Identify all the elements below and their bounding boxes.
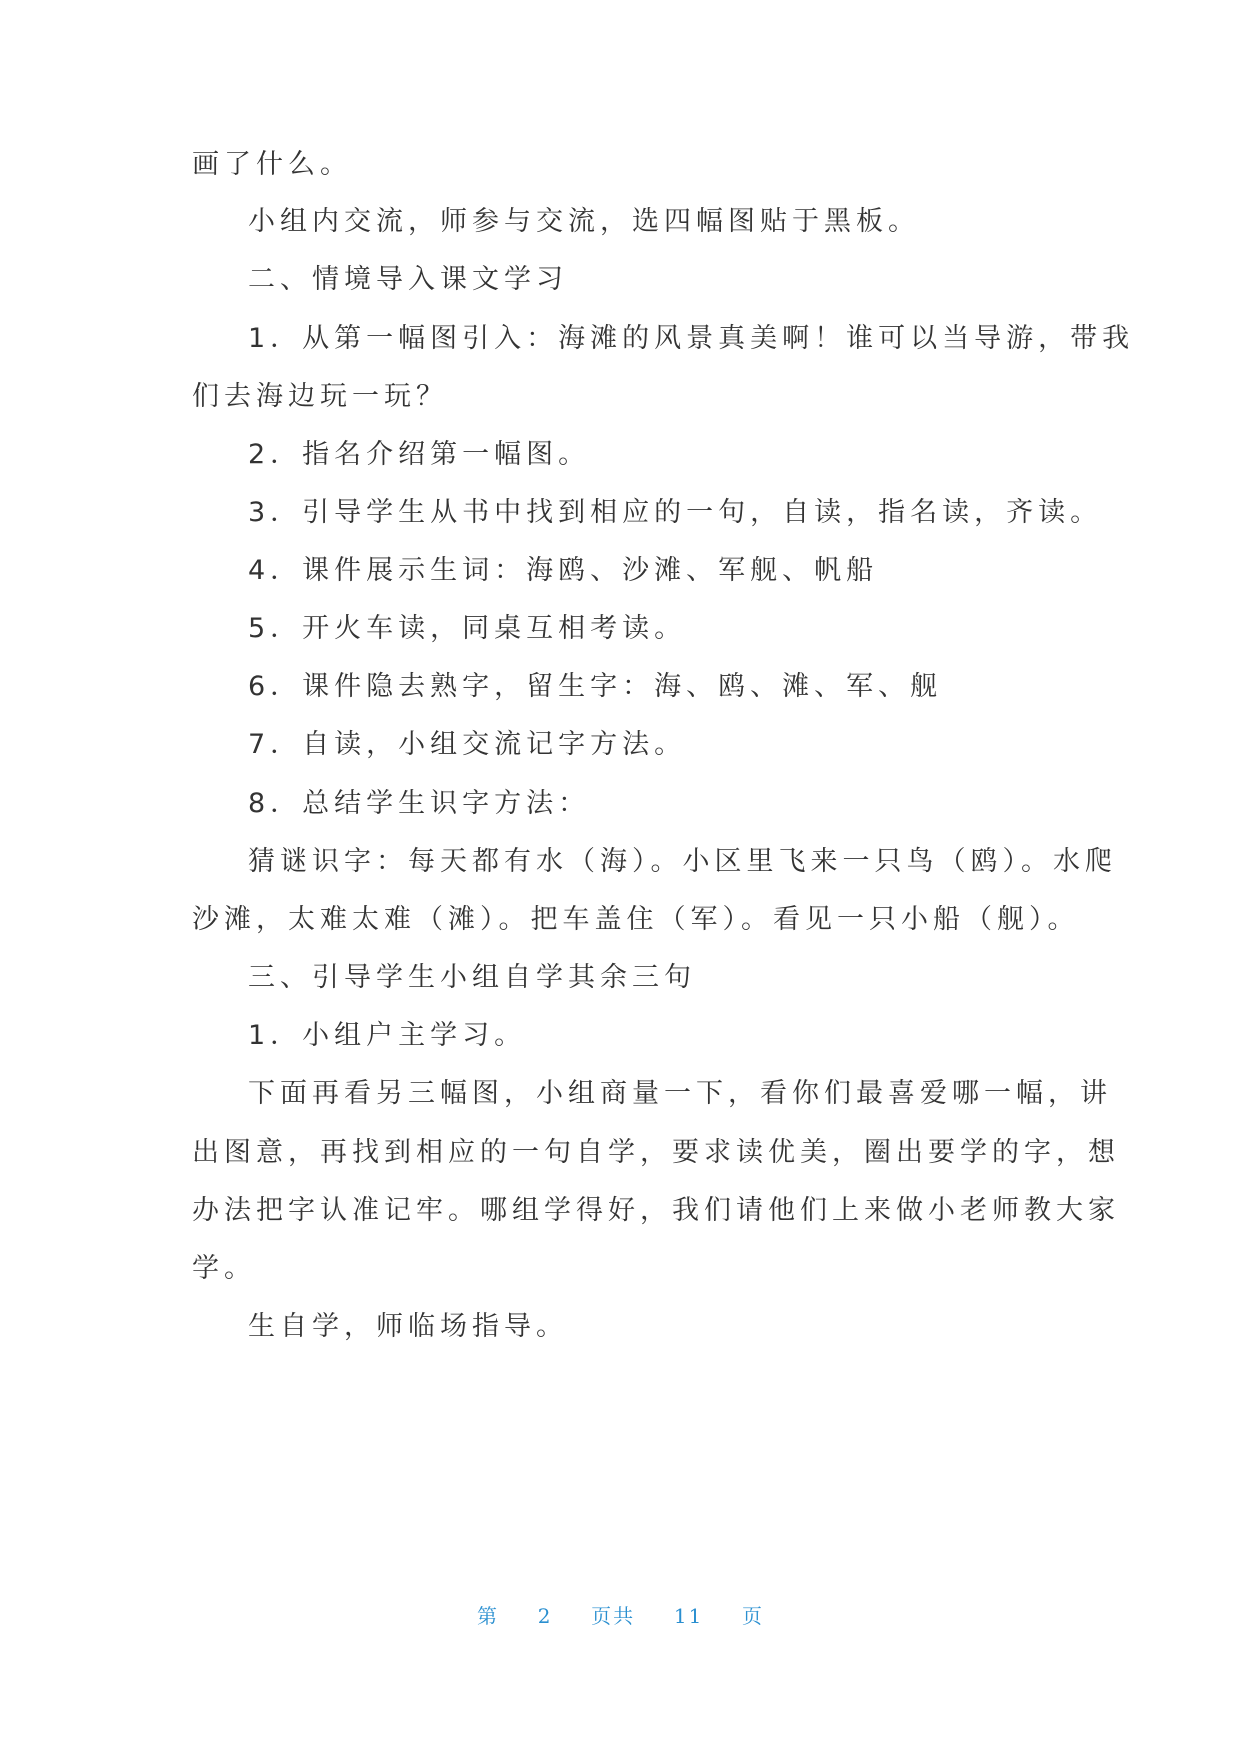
paragraph-line-7: 3．引导学生从书中找到相应的一句，自读，指名读，齐读。	[248, 497, 1103, 528]
paragraph-line-10: 6．课件隐去熟字，留生字：海、鸥、滩、军、舰	[248, 671, 943, 702]
paragraph-line-16: 1．小组户主学习。	[248, 1020, 527, 1051]
paragraph-line-17: 下面再看另三幅图，小组商量一下，看你们最喜爱哪一幅，讲	[248, 1078, 1112, 1109]
section-heading-3: 三、引导学生小组自学其余三句	[248, 962, 696, 993]
paragraph-line-18: 出图意，再找到相应的一句自学，要求读优美，圈出要学的字，想	[192, 1137, 1120, 1168]
footer-total-pages: 11	[673, 1604, 704, 1628]
paragraph-line-4: 1．从第一幅图引入：海滩的风景真美啊！谁可以当导游，带我	[248, 323, 1135, 354]
paragraph-line-6: 2．指名介绍第一幅图。	[248, 439, 591, 470]
paragraph-line-13: 猜谜识字：每天都有水（海）。小区里飞来一只鸟（鸥）。水爬	[248, 846, 1117, 877]
paragraph-line-19: 办法把字认准记牢。哪组学得好，我们请他们上来做小老师教大家	[192, 1195, 1120, 1226]
paragraph-line-21: 生自学，师临场指导。	[248, 1311, 568, 1342]
page-footer	[0, 1600, 1241, 1629]
paragraph-line-2: 小组内交流，师参与交流，选四幅图贴于黑板。	[248, 206, 920, 237]
paragraph-line-8: 4．课件展示生词：海鸥、沙滩、军舰、帆船	[248, 555, 879, 586]
paragraph-line-12: 8．总结学生识字方法：	[248, 788, 591, 819]
section-heading-2: 二、情境导入课文学习	[248, 264, 568, 295]
paragraph-line-14: 沙滩，太难太难（滩）。把车盖住（军）。看见一只小船（舰）。	[192, 904, 1080, 935]
footer-current-page: 2	[537, 1604, 553, 1628]
paragraph-line-9: 5．开火车读，同桌互相考读。	[248, 613, 687, 644]
paragraph-line-1: 画了什么。	[192, 149, 352, 180]
footer-prefix: 第	[476, 1604, 499, 1628]
footer-middle: 页共	[591, 1604, 636, 1628]
paragraph-line-20: 学。	[192, 1253, 256, 1284]
footer-suffix: 页	[742, 1604, 765, 1628]
paragraph-line-11: 7．自读，小组交流记字方法。	[248, 729, 687, 760]
paragraph-line-5: 们去海边玩一玩？	[192, 381, 448, 412]
